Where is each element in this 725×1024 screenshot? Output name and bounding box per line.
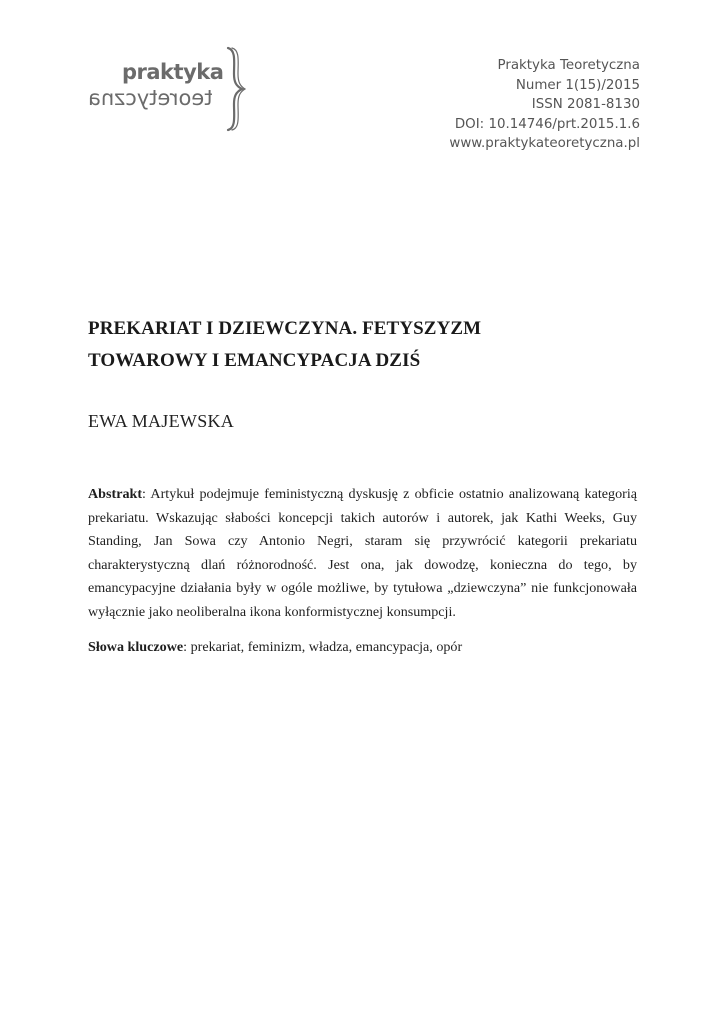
abstract-line-3: Standing, Jan Sowa czy Antonio Negri, staram się przywrócić kategorii prekariatu bbox=[88, 533, 637, 550]
logo-bottom-word-mirrored: teoretyczna bbox=[88, 86, 213, 110]
keywords-text: prekariat, feminizm, władza, emancypacja, opór bbox=[187, 639, 463, 655]
abstract-line-1 bbox=[88, 483, 637, 507]
abstract-separator: : bbox=[142, 486, 146, 502]
article-author: EWA MAJEWSKA bbox=[88, 411, 235, 431]
keywords bbox=[88, 636, 462, 660]
journal-website: www.praktykateoretyczna.pl bbox=[449, 136, 640, 151]
abstract-first-line-text: Artykuł podejmuje feministyczną dyskusję z obficie ostatnio analizowaną kategorią bbox=[145, 486, 637, 502]
journal-name: Praktyka Teoretyczna bbox=[497, 58, 640, 73]
abstract-label: Abstrakt bbox=[88, 486, 143, 502]
journal-info bbox=[449, 56, 640, 154]
abstract-line-5: emancypacyjne działania były w ogóle możliwe, by tytułowa „dziewczyna” nie funkcjonowała bbox=[88, 580, 637, 597]
keywords-separator: : bbox=[183, 639, 188, 655]
title-line-1: PREKARIAT I DZIEWCZYNA. FETYSZYZM bbox=[88, 318, 482, 339]
title-line-2: TOWAROWY I EMANCYPACJA DZIŚ bbox=[88, 350, 421, 371]
abstract-line-2: prekariatu. Wskazując słabości koncepcji takich autorów i autorek, jak Kathi Weeks, Guy bbox=[88, 509, 637, 526]
logo-brace-icon bbox=[224, 46, 246, 132]
issue-number: Numer 1(15)/2015 bbox=[515, 77, 640, 93]
abstract-line-6: wyłącznie jako neoliberalna ikona konformistycznej konsumpcji. bbox=[88, 603, 456, 620]
keywords-label: Słowa kluczowe bbox=[88, 639, 184, 655]
abstract bbox=[88, 483, 637, 625]
logo-top-word: praktyka bbox=[122, 60, 224, 84]
article-title bbox=[88, 313, 648, 377]
doi: DOI: 10.14746/prt.2015.1.6 bbox=[454, 116, 640, 132]
journal-logo bbox=[84, 46, 264, 132]
issn: ISSN 2081-8130 bbox=[531, 97, 640, 112]
abstract-line-4: charakterystyczną dlań różnorodność. Jest ona, jak dowodzę, konieczna do tego, by bbox=[88, 556, 637, 573]
